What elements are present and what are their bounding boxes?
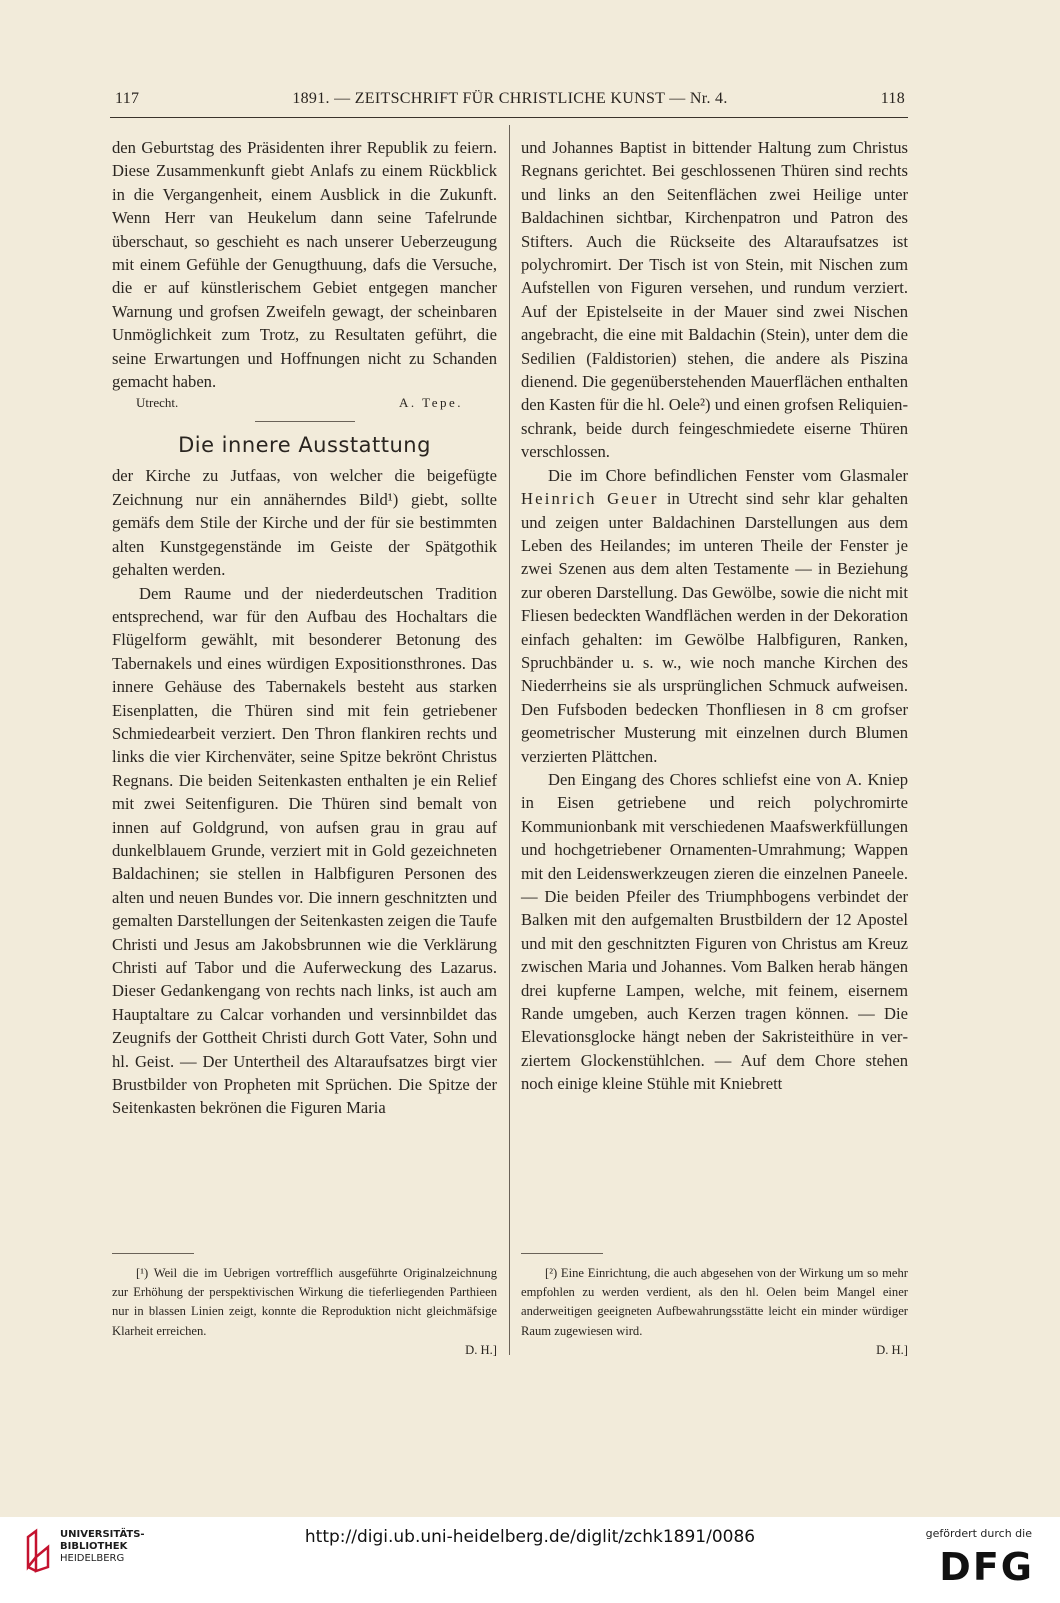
footnote-signature: D. H.] — [876, 1342, 908, 1357]
page-number-right: 118 — [880, 90, 905, 107]
signature-line — [112, 393, 497, 413]
footnote-end — [112, 1341, 497, 1360]
artist-name: Heinrich Geuer — [521, 489, 659, 509]
text-run: Die im Chore befindlichen Fenster vom Glasmaler — [548, 465, 908, 485]
footnote-2 — [521, 1264, 908, 1360]
text-run: in Utrecht sind sehr klar gehalten und zeigen unter Baldachinen Darstellungen aus dem Leben des Heilandes; im unteren Theile der Fenster je zwei Szenen aus dem alten Testamente — in Beziehung zur oberen Darstellung. Das Gewölbe, sowie die nicht mit Fliesen bedeckten Wandflächen werden in der Dekoration einfach gehalten: im Gewölbe Halbfiguren, Ranken, Spruchbänder u. s. w., wie noch manche Kirchen des Niederrheins sie als ursprünglichen Schmuck aufweisen. Den Fufsboden bedecken Thonfliesen in 8 cm grofser geometrischer Musterung mit einzelnen durch Blumen verzierten Plättchen. — [521, 489, 908, 766]
paragraph: der Kirche zu Jutfaas, von welcher die beigefügte Zeichnung nur ein annäherndes Bild¹) giebt, sollte gemäfs dem Stile der Kirche und der für sie bestimmten alten Kunstgegenstände im Geiste der Spätgothik gehalten werden. — [112, 466, 497, 580]
paragraph: und Johannes Baptist in bittender Haltung zum Christus Regnans gerichtet. Bei geschlossenen Thüren sind rechts und links an den Seitenflächen zwei Heilige unter Baldachinen sichtbar, Kirchenpatron und Patron des Stifters. Auch die Rückseite des Altaraufsatzes ist polychromirt. Der Tisch ist von Stein, mit Nischen zum Aufstellen von Figuren versehen, und rundum verziert. Auf der Epistelseite in der Mauer sind zwei Nischen angebracht, die eine mit Baldachin (Stein), unter dem die Sedilien (Faldistorien) stehen, die andere als Piszina dienend. Die gegenüberstehenden Mauerflächen enthalten den Kasten für die hl. Oele²) und einen grofsen Reliquienschrank, beide durch feingeschmiedete eiserne Thüren verschlossen. — [521, 138, 908, 462]
footnote-rule — [521, 1253, 603, 1254]
footnote-signature: D. H.] — [465, 1342, 497, 1357]
footnote-1 — [112, 1264, 497, 1360]
funding-note: gefördert durch die — [925, 1527, 1032, 1540]
footnote-end — [521, 1341, 908, 1360]
footer-bar — [0, 1517, 1060, 1603]
footnote-text — [112, 1264, 497, 1341]
footnote-text — [521, 1264, 908, 1341]
signature-place: Utrecht. — [136, 395, 179, 411]
logo-line: BIBLIOTHEK — [60, 1541, 128, 1552]
logo-line: UNIVERSITÄTS- — [60, 1529, 145, 1540]
header-rule — [110, 117, 908, 118]
logo-line: HEIDELBERG — [60, 1553, 125, 1564]
running-header — [115, 90, 905, 116]
footnote-rule — [112, 1253, 194, 1254]
footnote-body: [²) Eine Einrichtung, die auch abgesehen von der Wirkung um so mehr empfohlen zu werden verdient, als den hl. Oelen beim Mangel einer anderweitigen geeigneten Aufbewahrungsstätte leicht ein minder würdiger Raum zugewiesen wird. — [521, 1266, 908, 1338]
left-column — [112, 136, 497, 1120]
column-divider — [509, 125, 510, 1355]
page-number-left: 117 — [115, 90, 140, 107]
paragraph: Den Eingang des Chores schliefst eine von A. Kniep in Eisen getriebene und reich polychromirte Kommunionbank mit verschiedenen Maafswerkfüllungen und hochgetriebener Ornamenten-Umrahmung; Wappen mit den Leidenswerkzeugen zieren die einzelnen Paneele. — Die beiden Pfeiler des Triumphbogens verbindet der Balken mit den aufgemalten Brustbildern der 12 Apostel und mit den geschnitzten Figuren von Christus am Kreuz zwischen Maria und Johannes. Vom Balken herab hängen drei kupferne Lampen, welche, mit feinem, eisernem Rande umgeben, auch Kerzen tragen können. — Die Elevationsglocke hängt neben der Sakristeithüre in verziertem Glockenstühlchen. — Auf dem Chore stehen noch einige kleine Stühle mit Kniebrett — [521, 769, 908, 1094]
dfg-logo: DFG — [939, 1545, 1034, 1589]
paragraph — [521, 464, 908, 768]
right-column — [521, 136, 908, 1096]
continued-paragraph: den Geburtstag des Präsidenten ihrer Republik zu feiern. Diese Zusammenkunft giebt Anlafs zu einem Rückblick in die Vergangenheit, einem Ausblick in die Zukunft. Wenn Herr van Heukelum dann seine Tafelrunde überschaut, so geschieht es nach unserer Ueberzeugung mit einem Gefühle der Genugthuung, dafs die Versuche, die er auf künstlerischem Gebiet entgegen mancher Warnung und grofsen Zweifeln gewagt, der scheinbaren Unmöglichkeit zum Trotz, zu Resultaten geführt, die seine Erwartungen und Hoffnungen nicht zu Schanden gemacht haben. — [112, 138, 497, 392]
section-title: Die innere Ausstattung — [178, 433, 431, 458]
article-separator — [255, 421, 355, 422]
source-url-link[interactable]: http://digi.ub.uni-heidelberg.de/diglit/zchk1891/0086 — [304, 1527, 756, 1547]
paragraph: Dem Raume und der niederdeutschen Tradition entsprechend, war für den Aufbau des Hochaltars die Flügelform gewählt, mit besonderer Betonung des Tabernakels und eines würdigen Expositionsthrones. Das innere Gehäuse des Tabernakels besteht aus starken Eisenplatten, die Thüren sind mit fein getriebener Schmiedearbeit verziert. Den Thron flankiren rechts und links die vier Kirchenväter, seine Spitze bekrönt Christus Regnans. Die beiden Seitenkasten enthalten je ein Relief mit zwei Seitenfiguren. Die Thüren sind bemalt von innen auf Goldgrund, von aufsen grau in grau auf dunkelblauem Grunde, verziert mit in Gold gezeichneten Baldachinen; sie stellen in Halbfiguren Personen des alten und neuen Bundes vor. Die innern geschnitzten und gemalten Darstellungen der Seitenkasten zeigen die Taufe Christi und Jesus am Jakobsbrunnen wie die Verklärung Christi auf Tabor und die Auferweckung des Lazarus. Dieser Gedankengang von rechts nach links, ist auch am Hauptaltare zu Calcar vorhanden und versinnbildet das Zeugnifs der Gottheit Christi durch Gott Vater, Sohn und hl. Geist. — Der Untertheil des Altaraufsatzes birgt vier Brustbilder von Propheten mit Sprüchen. Die Spitze der Seitenkasten bekrönen die Figuren Maria — [112, 583, 497, 1118]
signature-author: A. Tepe. — [399, 395, 463, 411]
footnote-body: [¹) Weil die im Uebrigen vortrefflich ausgeführte Originalzeichnung zur Erhöhung der perspektivischen Wirkung die tieferliegenden Parthieen nur in blassen Linien zeigt, konnte die Reproduktion nicht gleichmäfsige Klarheit erreichen. — [112, 1266, 497, 1338]
journal-title: 1891. — ZEITSCHRIFT FÜR CHRISTLICHE KUNST — Nr. 4. — [292, 90, 728, 107]
